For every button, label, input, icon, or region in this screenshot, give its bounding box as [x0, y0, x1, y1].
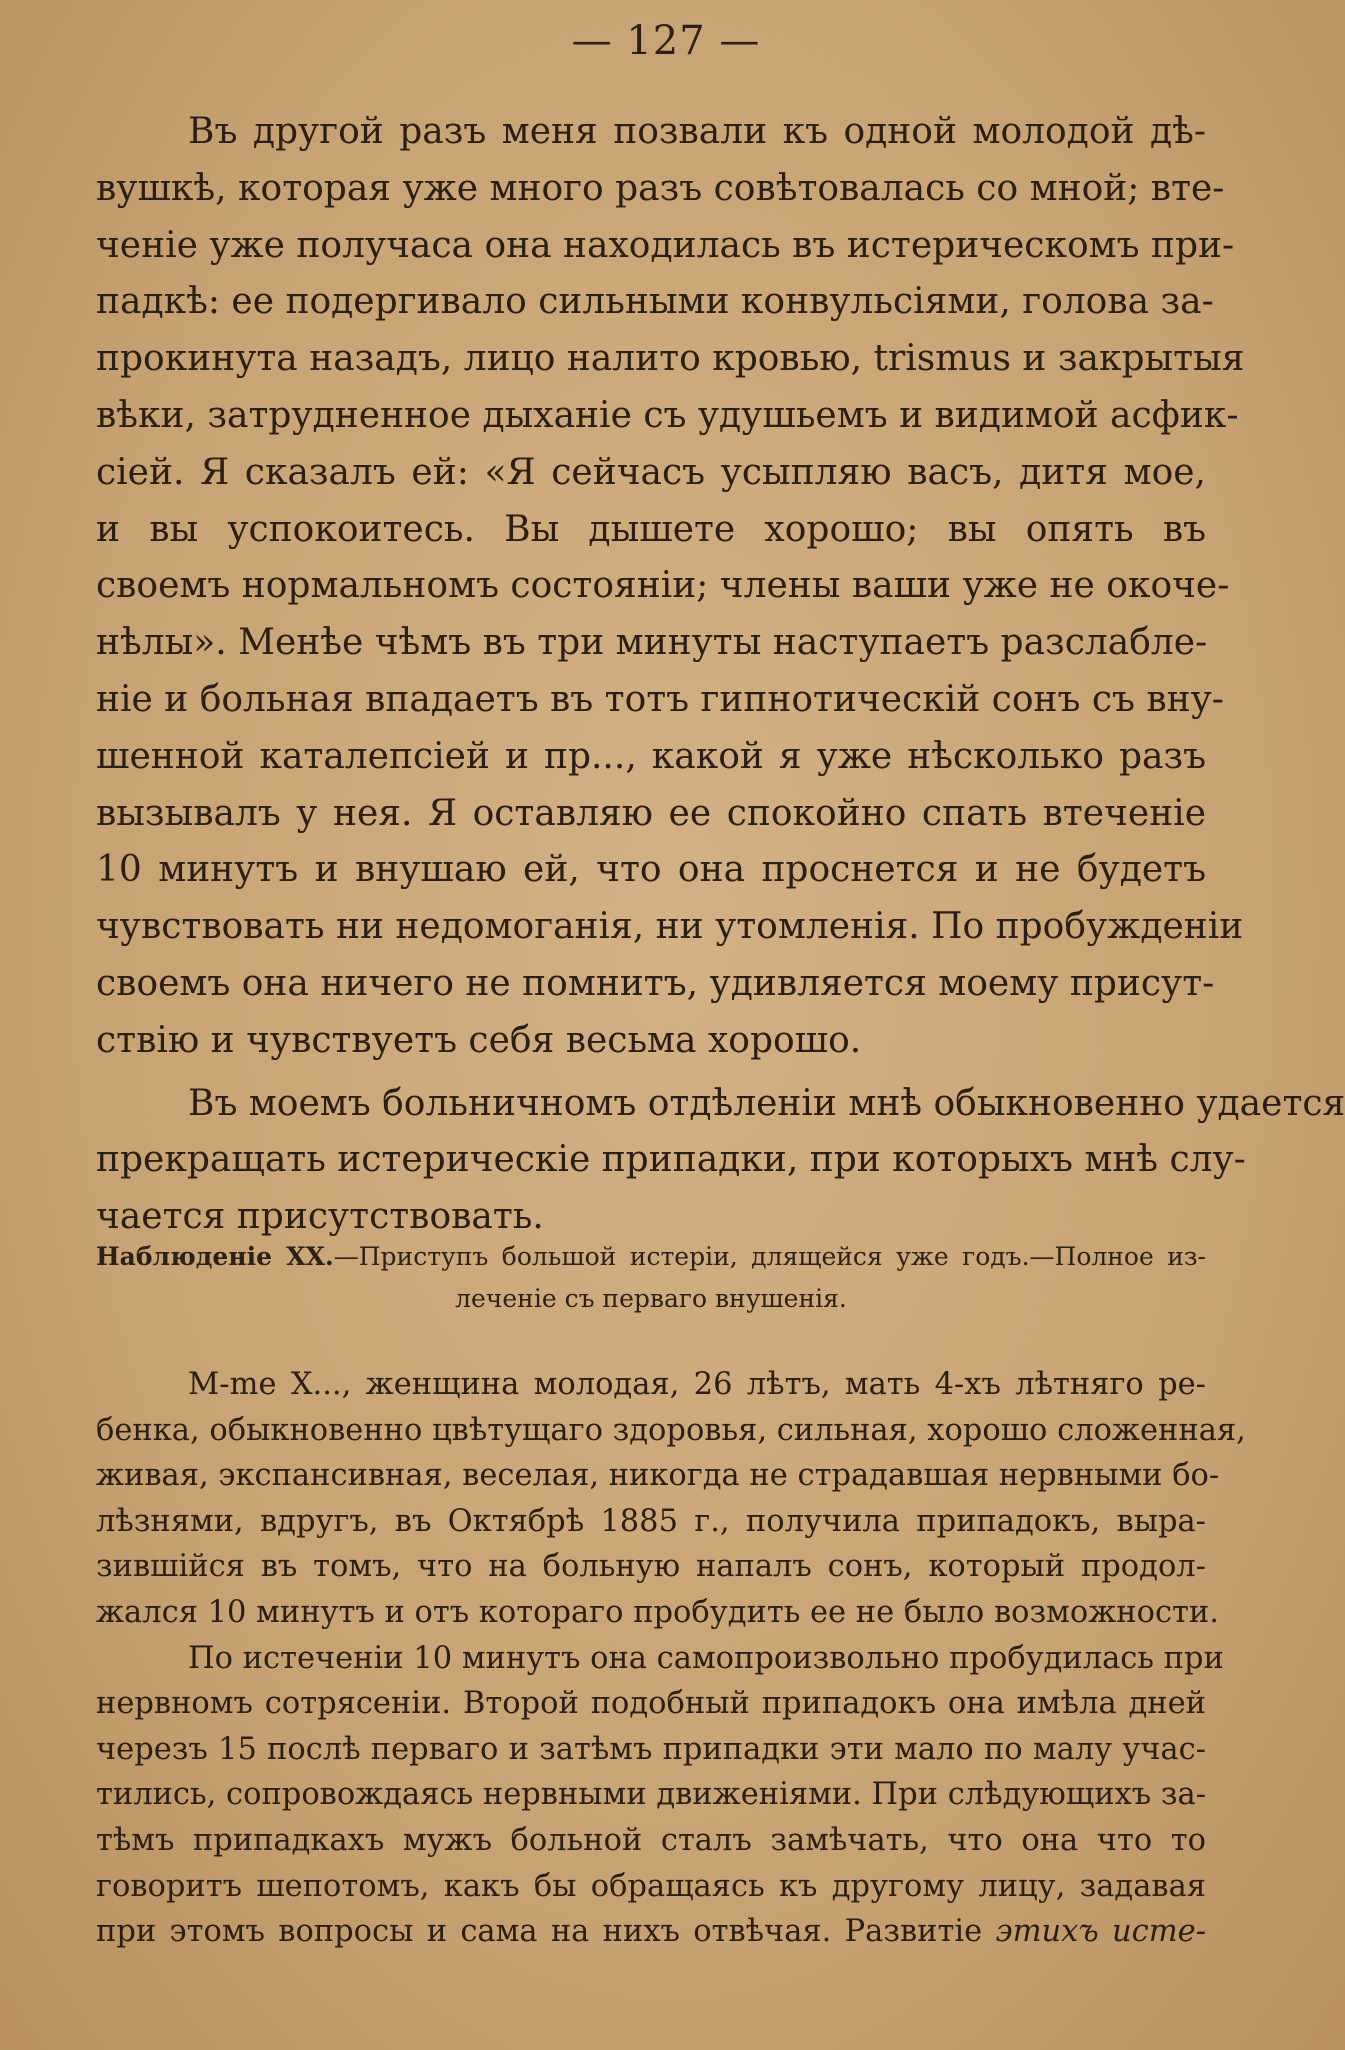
text-line: лѣзнями, вдругъ, въ Октябрѣ 1885 г., получила припадокъ, выра- — [96, 1503, 1206, 1539]
text-line: сіей. Я сказалъ ей: «Я сейчасъ усыпляю васъ, дитя мое, — [96, 451, 1206, 493]
text-line — [96, 1909, 1206, 1955]
text-line: и вы успокоитесь. Вы дышете хорошо; вы опять въ — [96, 508, 1206, 550]
text-line: вызывалъ у нея. Я оставляю ее спокойно спать втеченіе — [96, 792, 1206, 834]
observation-title: —Приступъ большой истеріи, длящейся уже годъ.—Полное из- — [333, 1242, 1206, 1271]
observation-title-line — [96, 1236, 1206, 1278]
text-line: M-me X..., женщина молодая, 26 лѣтъ, мать 4-хъ лѣтняго ре- — [188, 1367, 1206, 1402]
text-line: падкѣ: ее подергивало сильными конвульсіями, голова за- — [96, 281, 1214, 323]
text-line: говоритъ шепотомъ, какъ бы обращаясь къ другому лицу, задавая — [96, 1868, 1206, 1904]
text-line: тѣмъ припадкахъ мужъ больной сталъ замѣчать, что она что то — [96, 1822, 1206, 1858]
text-line: черезъ 15 послѣ перваго и затѣмъ припадки эти мало по малу учас- — [96, 1731, 1206, 1767]
observation-label: Наблюденіе XX. — [96, 1242, 334, 1271]
text-line: прокинута назадъ, лицо налито кровью, trismus и закрытыя — [96, 338, 1245, 380]
text-line: вушкѣ, которая уже много разъ совѣтовалась со мной; вте- — [96, 167, 1225, 209]
observation-text — [96, 1362, 1246, 1955]
last-line-text: при этомъ вопросы и сама на нихъ отвѣчая. Развитіе — [96, 1914, 996, 1950]
text-line: чается присутствовать. — [96, 1196, 544, 1238]
text-line: зившійся въ томъ, что на больную напалъ сонъ, который продол- — [96, 1549, 1206, 1585]
observation-heading — [96, 1236, 1206, 1320]
text-line: 10 минутъ и внушаю ей, что она проснется и не будетъ — [96, 849, 1206, 891]
text-line: По истеченіи 10 минутъ она самопроизвольно пробудилась при — [188, 1640, 1224, 1676]
text-line: ніе и больная впадаетъ въ тотъ гипнотическій сонъ съ вну- — [96, 678, 1224, 720]
text-line: тились, сопровождаясь нервными движеніями. При слѣдующихъ за- — [96, 1777, 1206, 1813]
text-line: прекращать истерическіе припадки, при которыхъ мнѣ слу- — [96, 1139, 1246, 1181]
text-line: чувствовать ни недомоганія, ни утомленія. По пробужденіи — [96, 906, 1244, 948]
text-line: живая, экспансивная, веселая, никогда не страдавшая нервными бо- — [96, 1458, 1220, 1494]
text-line: своемъ она ничего не помнитъ, удивляется моему присут- — [96, 962, 1215, 1004]
text-line: Въ моемъ больничномъ отдѣленіи мнѣ обыкновенно удается — [188, 1082, 1345, 1124]
text-line: нервномъ сотрясеніи. Второй подобный припадокъ она имѣла дней — [96, 1686, 1206, 1722]
observation-title-line: леченіе съ перваго внушенія. — [455, 1284, 847, 1313]
text-line: ствію и чувствуетъ себя весьма хорошо. — [96, 1019, 862, 1061]
text-line: Въ другой разъ меня позвали къ одной молодой дѣ- — [188, 111, 1206, 152]
page-number: — 127 — — [571, 18, 761, 64]
last-line-italic: этихъ исте- — [995, 1914, 1206, 1950]
main-text — [96, 104, 1345, 1246]
text-line: вѣки, затрудненное дыханіе съ удушьемъ и видимой асфик- — [96, 394, 1239, 436]
text-line: жался 10 минутъ и отъ котораго пробудить ее не было возможности. — [96, 1594, 1219, 1630]
text-line: шенной каталепсіей и пр..., какой я уже нѣсколько разъ — [96, 735, 1206, 777]
text-line: нѣлы». Менѣе чѣмъ въ три минуты наступаетъ разслабле- — [96, 622, 1208, 664]
text-line: ченіе уже получаса она находилась въ истерическомъ при- — [96, 224, 1235, 266]
text-line: бенка, обыкновенно цвѣтущаго здоровья, сильная, хорошо сложенная, — [96, 1412, 1246, 1448]
text-line: своемъ нормальномъ состояніи; члены ваши уже не окоче- — [96, 565, 1230, 607]
